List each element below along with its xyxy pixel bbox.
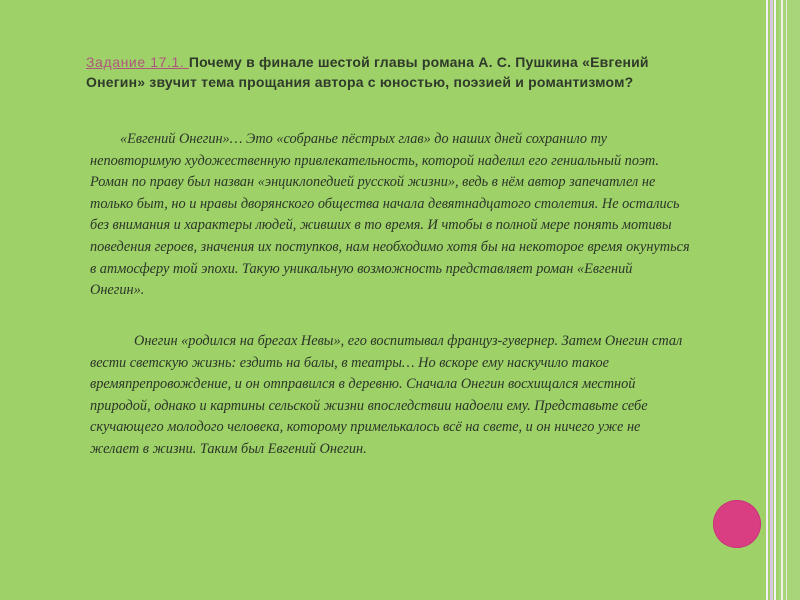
task-label: Задание 17.1.: [86, 54, 189, 70]
task-question: Почему в финале шестой главы романа А. С. Пушкина «Евгений Онегин» звучит тема прощания автора с юностью, поэзией и романтизмом?: [86, 54, 649, 90]
body-paragraph-1: «Евгений Онегин»… Это «собранье пёстрых глав» до наших дней сохранило ту неповторимую художественную привлекательность, которой наделил его гениальный поэт. Роман по праву был назван «энциклопедией русской жизни», ведь в нём автор запечатлел не только быт, но и нравы дворянского общества начала девятнадцатого столетия. Не остались без внимания и характеры людей, живших в то время. И чтобы в полной мере понять мотивы поведения героев, значения их поступков, нам необходимо хотя бы на некоторое время окунуться в атмосферу той эпохи. Такую уникальную возможность представляет роман «Евгений Онегин».: [90, 131, 690, 299]
decor-stripe: [774, 0, 776, 600]
decor-circle: [713, 500, 761, 548]
decor-stripe: [786, 0, 787, 600]
decor-stripe: [781, 0, 783, 600]
slide-heading: [86, 52, 686, 92]
body-paragraph-2: Онегин «родился на брегах Невы», его воспитывал француз-гувернер. Затем Онегин стал вести светскую жизнь: ездить на балы, в театры… Но вскоре ему наскучило такое времяпрепровождение, и он отправился в деревню. Сначала Онегин восхищался местной природой, однако и картины сельской жизни впоследствии надоели ему. Представьте себе скучающего молодого человека, которому примелькалось всё на свете, и он ничего уже не желает в жизни. Таким был Евгений Онегин.: [90, 333, 683, 457]
decor-stripe: [766, 0, 768, 600]
decor-stripe: [770, 0, 773, 600]
